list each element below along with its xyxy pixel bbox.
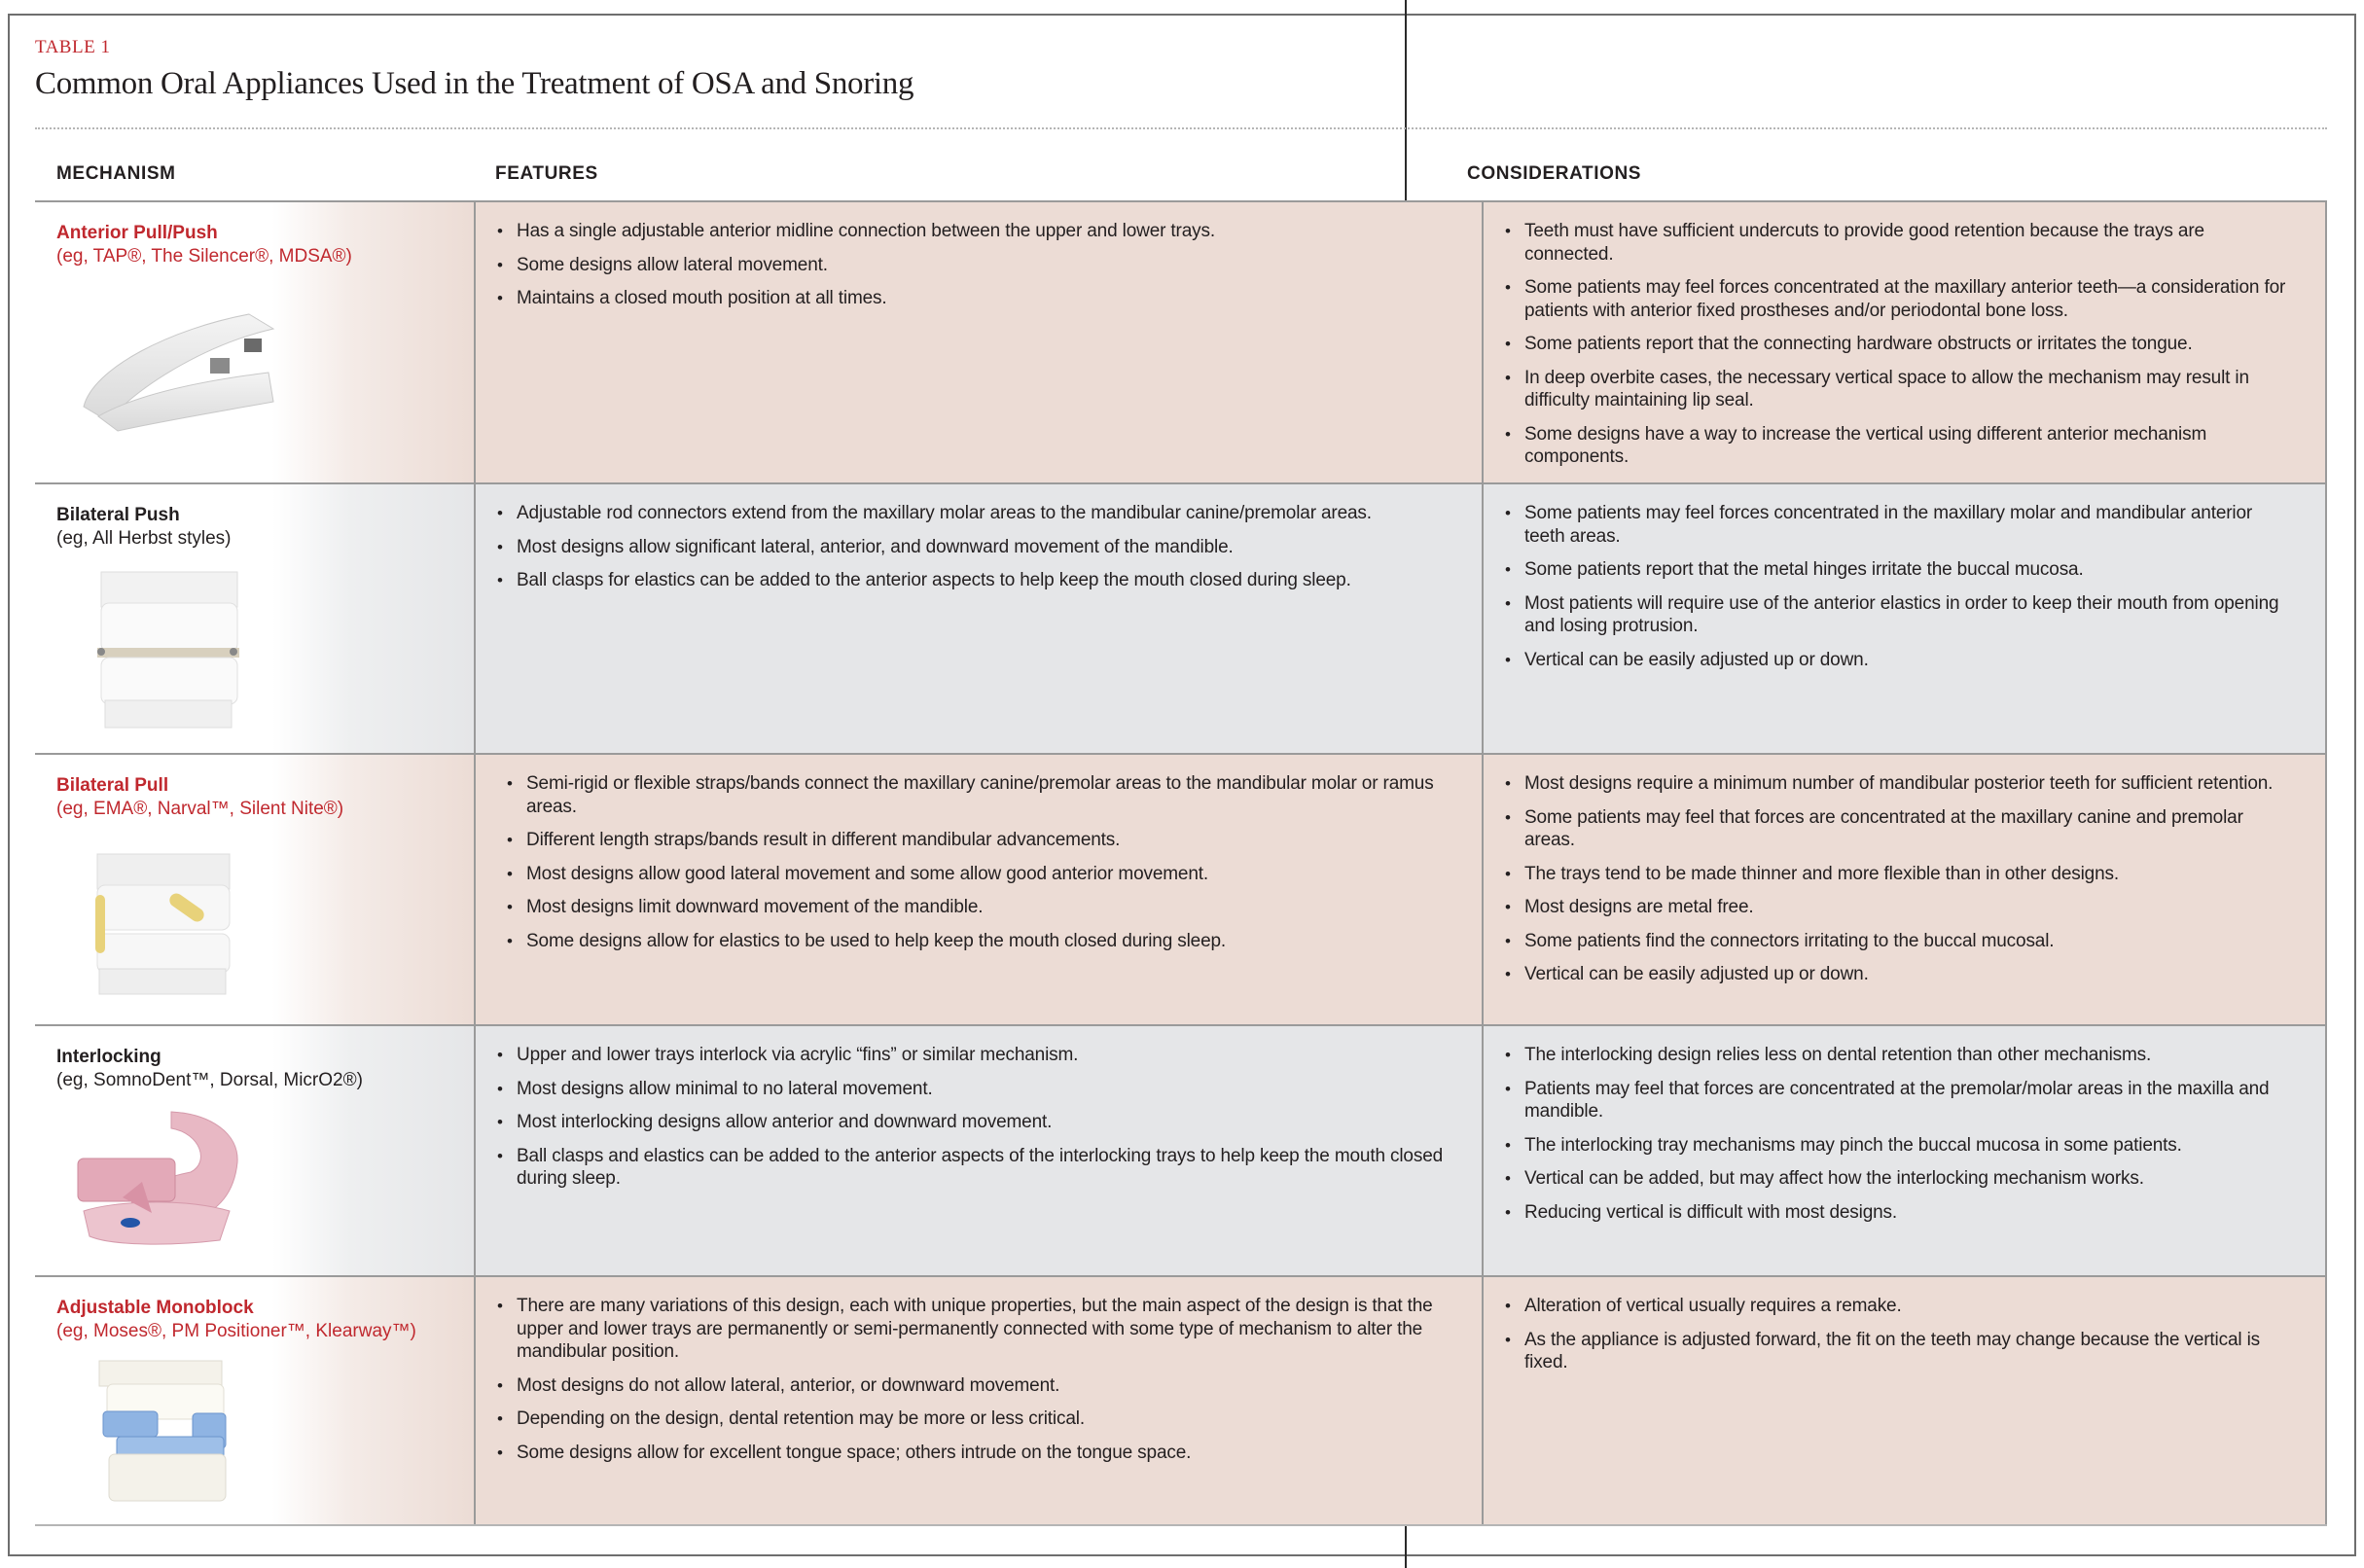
consideration-item: • Some patients may feel forces concentrated at the maxillary anterior teeth—a consideration for patients with anterior fixed prostheses and/or periodontal bone loss. [1503, 276, 2296, 322]
feature-item: • Upper and lower trays interlock via acrylic “fins” or similar mechanism. [495, 1044, 1452, 1067]
feature-item: • Different length straps/bands result in different mandibular advancements. [505, 829, 1452, 852]
consideration-item: • The interlocking tray mechanisms may pinch the buccal mucosa in some patients. [1503, 1134, 2296, 1158]
considerations-cell [1482, 484, 2327, 753]
feature-item: • Some designs allow for elastics to be used to help keep the mouth closed during sleep. [505, 930, 1452, 953]
feature-item: • Has a single adjustable anterior midline connection between the upper and lower trays. [495, 220, 1452, 243]
table-title: Common Oral Appliances Used in the Treatment of OSA and Snoring [35, 66, 914, 101]
consideration-item: • Some patients may feel forces concentrated in the maxillary molar and mandibular anterior teeth areas. [1503, 502, 2296, 548]
feature-item: • Some designs allow lateral movement. [495, 254, 1452, 277]
feature-item: • Most designs limit downward movement of the mandible. [505, 896, 1452, 919]
consideration-item: • Vertical can be easily adjusted up or down. [1503, 963, 2296, 986]
clear-tray-appliance-image [64, 300, 307, 436]
considerations-cell [1482, 202, 2327, 482]
mechanism-cell [35, 202, 474, 482]
herbst-appliance-image [88, 568, 243, 733]
consideration-item: • Most designs are metal free. [1503, 896, 2296, 919]
table-label: TABLE 1 [35, 37, 111, 57]
feature-item: • Maintains a closed mouth position at all times. [495, 287, 1452, 310]
consideration-item: • Reducing vertical is difficult with most designs. [1503, 1201, 2296, 1225]
table-row-interlocking [35, 1024, 2327, 1275]
considerations-cell [1482, 1026, 2327, 1275]
mechanism-name: Adjustable Monoblock [56, 1298, 254, 1318]
column-header-considerations: CONSIDERATIONS [1467, 163, 1642, 184]
mechanism-name: Interlocking [56, 1047, 161, 1067]
table-body [35, 200, 2327, 1526]
feature-item: • Most designs allow good lateral movement and some allow good anterior movement. [505, 863, 1452, 886]
consideration-item: • Some patients find the connectors irritating to the buccal mucosal. [1503, 930, 2296, 953]
feature-item: • Most designs do not allow lateral, anterior, or downward movement. [495, 1374, 1452, 1398]
consideration-item: • Alteration of vertical usually requires a remake. [1503, 1295, 2296, 1318]
mechanism-name: Bilateral Push [56, 505, 180, 525]
consideration-item: • Teeth must have sufficient undercuts to provide good retention because the trays are connected. [1503, 220, 2296, 266]
features-list [495, 220, 1452, 321]
mechanism-examples: (eg, EMA®, Narval™, Silent Nite®) [56, 799, 344, 819]
consideration-item: • Some patients report that the connecting hardware obstructs or irritates the tongue. [1503, 333, 2296, 356]
features-list [495, 1044, 1452, 1201]
features-list [495, 1295, 1452, 1475]
consideration-item: • The interlocking design relies less on dental retention than other mechanisms. [1503, 1044, 2296, 1067]
table-row-bilateral-pull [35, 753, 2327, 1024]
table-row-adjustable-monoblock [35, 1275, 2327, 1526]
mechanism-name: Anterior Pull/Push [56, 223, 218, 243]
feature-item: • Ball clasps for elastics can be added to the anterior aspects to help keep the mouth closed during sleep. [495, 569, 1452, 592]
mechanism-cell [35, 1277, 474, 1524]
column-header-mechanism: MECHANISM [56, 163, 176, 184]
interlocking-appliance-image [74, 1104, 249, 1250]
features-cell [474, 755, 1482, 1024]
considerations-list [1503, 1295, 2296, 1385]
features-cell [474, 1277, 1482, 1524]
considerations-list [1503, 772, 2296, 997]
features-cell [474, 1026, 1482, 1275]
table-row-bilateral-push [35, 482, 2327, 753]
mechanism-examples: (eg, Moses®, PM Positioner™, Klearway™) [56, 1321, 416, 1341]
considerations-cell [1482, 755, 2327, 1024]
feature-item: • Semi-rigid or flexible straps/bands connect the maxillary canine/premolar areas to the mandibular molar or ramus areas. [505, 772, 1452, 818]
considerations-list [1503, 220, 2296, 480]
title-divider [35, 127, 2327, 129]
consideration-item: • Some patients may feel that forces are concentrated at the maxillary canine and premolar areas. [1503, 806, 2296, 852]
features-cell [474, 202, 1482, 482]
mechanism-cell [35, 1026, 474, 1275]
feature-item: • There are many variations of this design, each with unique properties, but the main aspect of the design is that the upper and lower trays are permanently or semi-permanently connected with some type of mechanism to alter the mandibular position. [495, 1295, 1452, 1364]
consideration-item: • In deep overbite cases, the necessary vertical space to allow the mechanism may result in difficulty maintaining lip seal. [1503, 367, 2296, 412]
mechanism-cell [35, 755, 474, 1024]
feature-item: • Adjustable rod connectors extend from the maxillary molar areas to the mandibular canine/premolar areas. [495, 502, 1452, 525]
column-header-features: FEATURES [495, 163, 598, 184]
considerations-list [1503, 502, 2296, 682]
feature-item: • Most designs allow minimal to no lateral movement. [495, 1078, 1452, 1101]
feature-item: • Ball clasps and elastics can be added to the anterior aspects of the interlocking trays to help keep the mouth closed during sleep. [495, 1145, 1452, 1191]
feature-item: • Most interlocking designs allow anterior and downward movement. [495, 1111, 1452, 1134]
features-list [505, 772, 1452, 963]
consideration-item: • Patients may feel that forces are concentrated at the premolar/molar areas in the maxilla and mandible. [1503, 1078, 2296, 1123]
consideration-item: • The trays tend to be made thinner and more flexible than in other designs. [1503, 863, 2296, 886]
mechanism-cell [35, 484, 474, 753]
mechanism-name: Bilateral Pull [56, 775, 169, 796]
feature-item: • Some designs allow for excellent tongue space; others intrude on the tongue space. [495, 1442, 1452, 1465]
consideration-item: • Most patients will require use of the anterior elastics in order to keep their mouth from opening and losing protrusion. [1503, 592, 2296, 638]
monoblock-appliance-image [97, 1359, 233, 1505]
consideration-item: • Vertical can be added, but may affect how the interlocking mechanism works. [1503, 1167, 2296, 1191]
mechanism-examples: (eg, SomnoDent™, Dorsal, MicrO2®) [56, 1070, 363, 1090]
feature-item: • Most designs allow significant lateral, anterior, and downward movement of the mandible. [495, 536, 1452, 559]
feature-item: • Depending on the design, dental retention may be more or less critical. [495, 1408, 1452, 1431]
consideration-item: • Some designs have a way to increase the vertical using different anterior mechanism components. [1503, 423, 2296, 469]
mechanism-examples: (eg, TAP®, The Silencer®, MDSA®) [56, 246, 352, 267]
features-cell [474, 484, 1482, 753]
consideration-item: • Vertical can be easily adjusted up or down. [1503, 649, 2296, 672]
table-row-anterior-pull-push [35, 200, 2327, 482]
consideration-item: • As the appliance is adjusted forward, the fit on the teeth may change because the vertical is fixed. [1503, 1329, 2296, 1374]
features-list [495, 502, 1452, 603]
considerations-list [1503, 1044, 2296, 1234]
consideration-item: • Some patients report that the metal hinges irritate the buccal mucosa. [1503, 558, 2296, 582]
consideration-item: • Most designs require a minimum number of mandibular posterior teeth for sufficient retention. [1503, 772, 2296, 796]
strap-appliance-image [90, 852, 235, 998]
mechanism-examples: (eg, All Herbst styles) [56, 528, 232, 549]
considerations-cell [1482, 1277, 2327, 1524]
